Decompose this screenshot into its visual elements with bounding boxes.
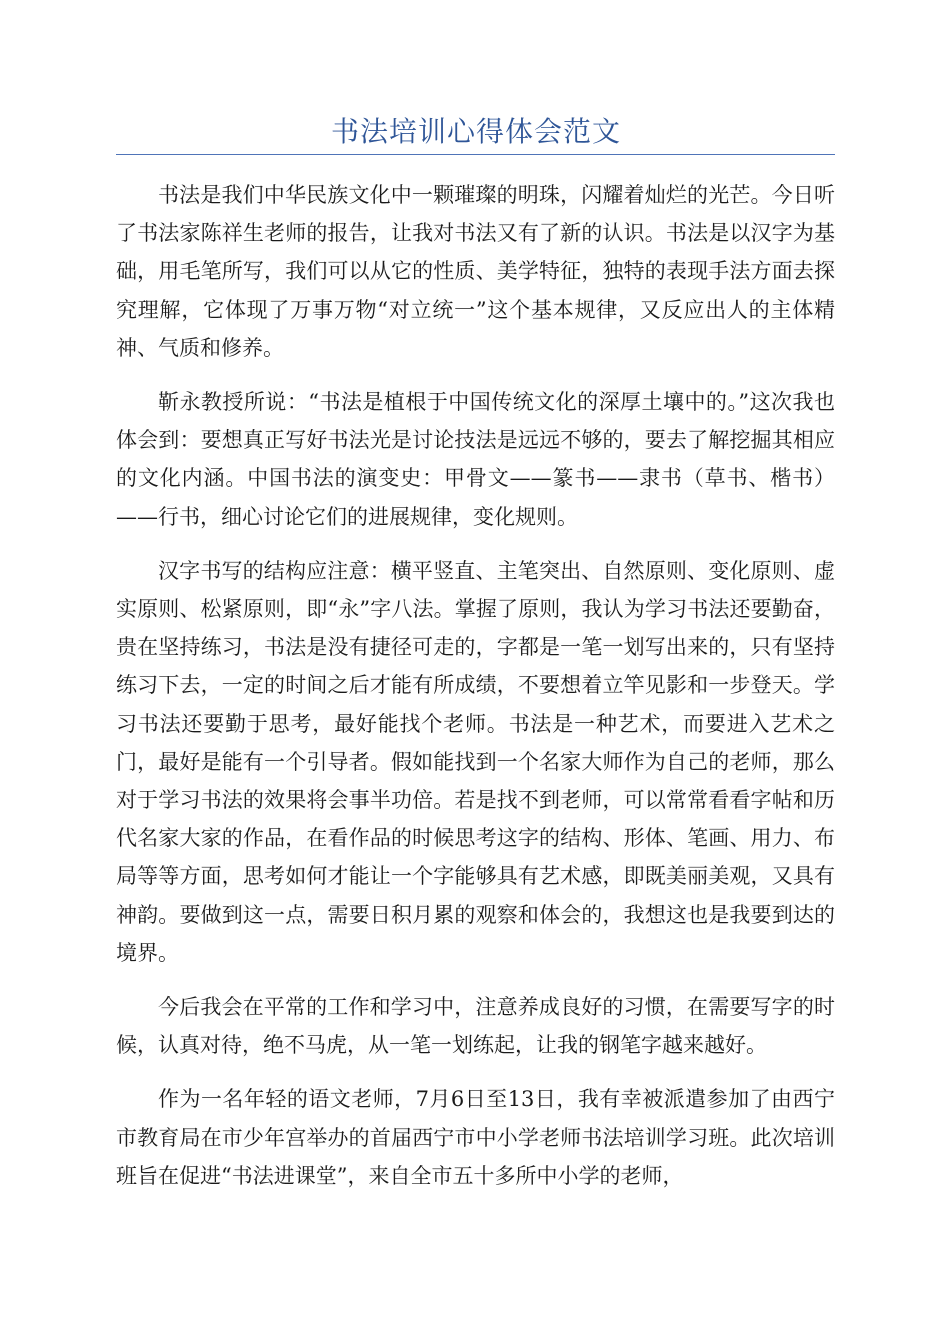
paragraph-3: 汉字书写的结构应注意：横平竖直、主笔突出、自然原则、变化原则、虚实原则、松紧原则，即“永”字八法。掌握了原则，我认为学习书法还要勤奋，贵在坚持练习，书法是没有捷径可走的，字都是一笔一划写出来的，只有坚持练习下去，一定的时间之后才能有所成绩，不要想着立竿见影和一步登天。学习书法还要勤于思考，最好能找个老师。书法是一种艺术，而要进入艺术之门，最好是能有一个引导者。假如能找到一个名家大师作为自己的老师，那么对于学习书法的效果将会事半功倍。若是找不到老师，可以常常看看字帖和历代名家大家的作品，在看作品的时候思考这字的结构、形体、笔画、用力、布局等等方面，思考如何才能让一个字能够具有艺术感，即既美丽美观，又具有神韵。要做到这一点，需要日积月累的观察和体会的，我想这也是我要到达的境界。 bbox=[116, 558, 835, 965]
paragraph-4: 今后我会在平常的工作和学习中，注意养成良好的习惯，在需要写字的时候，认真对待，绝不马虎，从一笔一划练起，让我的钢笔字越来越好。 bbox=[116, 995, 835, 1058]
paragraph-5: 作为一名年轻的语文老师，7月6日至13日，我有幸被派遣参加了由西宁市教育局在市少年宫举办的首届西宁市中小学老师书法培训学习班。此次培训班旨在促进“书法进课堂”，来自全市五十多所中小学的老师， bbox=[116, 1087, 835, 1188]
paragraph-1: 书法是我们中华民族文化中一颗璀璨的明珠，闪耀着灿烂的光芒。今日听了书法家陈祥生老师的报告，让我对书法又有了新的认识。书法是以汉字为基础，用毛笔所写，我们可以从它的性质、美学特征，独特的表现手法方面去探究理解，它体现了万事万物“对立统一”这个基本规律，又反应出人的主体精神、气质和修养。 bbox=[116, 183, 835, 360]
title-underline bbox=[116, 154, 835, 155]
paragraph-2: 靳永教授所说：“书法是植根于中国传统文化的深厚土壤中的。”这次我也体会到：要想真正写好书法光是讨论技法是远远不够的，要去了解挖掘其相应的文化内涵。中国书法的演变史：甲骨文——篆书——隶书（草书、楷书）——行书，细心讨论它们的进展规律，变化规则。 bbox=[116, 390, 835, 529]
document-title: 书法培训心得体会范文 bbox=[330, 115, 621, 148]
document-body bbox=[116, 176, 835, 1211]
